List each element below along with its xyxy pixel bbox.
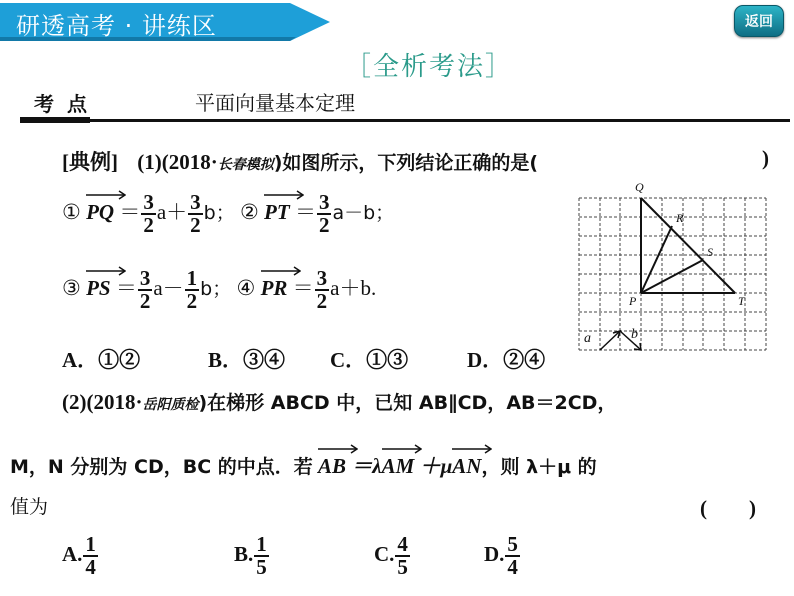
q1-close-paren: ): [762, 146, 769, 170]
q2-source: 岳阳质检: [142, 397, 199, 413]
q2-line-1: [62, 388, 616, 415]
stmt-1-eq: ＝: [119, 199, 141, 224]
q2-line-3: [10, 492, 48, 519]
stmt-4-tail: a＋b.: [330, 275, 377, 300]
stmt-4-circ: ④: [236, 275, 256, 300]
stmt-3-mid: a－: [153, 275, 184, 300]
stmt-1-tail: b；: [203, 201, 235, 224]
vector-arrow-icon: [86, 266, 126, 276]
stmt-3-eq: ＝: [115, 275, 137, 300]
q2-option-a[interactable]: A. $\frac{1}{4}$: [62, 532, 96, 579]
vector-b-label: b: [631, 327, 638, 342]
vector-arrow-icon: [264, 190, 304, 200]
point-q-label: Q: [635, 180, 644, 194]
stmt-1-mid: a＋: [156, 199, 188, 224]
q1-option-c[interactable]: C．①③: [330, 348, 409, 372]
stmt-2-circ: ②: [239, 199, 259, 224]
q2-line1-text: )在梯形 ABCD 中，已知 AB∥CD，AB＝2CD，: [198, 392, 617, 414]
stmt-3-circ: ③: [62, 275, 81, 300]
stmt-4-vector: PR: [261, 276, 288, 301]
q2-line2-b: ，则 λ＋μ 的: [481, 456, 597, 478]
vector-arrow-icon: [452, 444, 492, 454]
q2-option-d[interactable]: D. $\frac{5}{4}$: [484, 532, 518, 579]
q2-option-a-frac: $\frac{1}{4}$: [85, 532, 96, 579]
statements-row-2: [62, 268, 376, 312]
back-button-label: 返回: [745, 14, 773, 30]
section-tag: ［全析考法］: [345, 52, 514, 82]
topic-title: 平面向量基本定理: [195, 91, 355, 115]
q2-eq: ＝λ: [351, 454, 382, 478]
q1-option-a[interactable]: A．①②: [62, 348, 141, 372]
topic-divider: [20, 119, 790, 122]
example-line-1: [62, 146, 538, 176]
stmt-3-vector: PS: [86, 276, 111, 301]
q2-prefix: (2)(2018·: [62, 390, 143, 414]
vector-grid-figure: [578, 178, 774, 354]
q2-line3: 值为: [10, 496, 49, 518]
q2-option-d-frac: $\frac{5}{4}$: [507, 532, 518, 579]
q2-option-c[interactable]: C. $\frac{4}{5}$: [374, 532, 408, 579]
q1-source: 长春模拟: [217, 157, 274, 173]
stmt-3-frac-2: $\frac{1}{2}$: [186, 266, 198, 313]
back-button[interactable]: [734, 5, 784, 37]
vector-arrow-icon: [86, 190, 126, 200]
stmt-2-frac: $\frac{3}{2}$: [318, 190, 330, 237]
q2-option-b[interactable]: B. $\frac{1}{5}$: [234, 532, 267, 579]
grid-lines: [579, 198, 766, 350]
q1-prefix: (1)(2018·: [137, 150, 218, 174]
q2-plus: ＋μ: [419, 454, 453, 478]
q2-vector-am: AM: [382, 454, 415, 479]
q2-option-b-frac: $\frac{1}{5}$: [256, 532, 267, 579]
vector-arrow-icon: [382, 444, 422, 454]
stmt-1-circ: ①: [62, 199, 81, 224]
q2-vector-ab: AB: [318, 454, 346, 479]
vector-arrow-icon: [261, 266, 301, 276]
q2-line-2: [10, 450, 597, 480]
point-s-label: S: [707, 245, 713, 259]
triangle-lines: [641, 198, 735, 293]
stmt-2-vector: PT: [264, 200, 290, 225]
banner-title: 研透高考 · 讲练区: [16, 12, 217, 40]
example-tag: [典例]: [62, 150, 118, 174]
stmt-3-tail: b；: [200, 277, 232, 300]
q2-answer-paren: ( ): [700, 496, 756, 520]
topic-divider-accent: [20, 117, 90, 123]
stmt-4-eq: ＝: [292, 275, 314, 300]
stmt-1-vector: PQ: [86, 200, 114, 225]
q2-vector-an: AN: [452, 454, 481, 479]
stmt-1-frac-2: $\frac{3}{2}$: [190, 190, 201, 237]
topic-label: 考 点: [34, 92, 90, 116]
q2-line2-a: M，N 分别为 CD，BC 的中点．若: [10, 456, 313, 478]
stmt-2-tail: a－b；: [332, 201, 395, 224]
q2-option-c-frac: $\frac{4}{5}$: [397, 532, 408, 579]
q1-text: )如图所示，下列结论正确的是(: [273, 152, 539, 174]
stmt-4-frac: $\frac{3}{2}$: [316, 266, 328, 313]
vector-a-label: a: [584, 331, 591, 346]
q1-option-b[interactable]: B．③④: [208, 348, 286, 372]
vector-arrow-icon: [318, 444, 358, 454]
point-p-label: P: [629, 294, 637, 308]
stmt-1-frac-1: $\frac{3}{2}$: [143, 190, 154, 237]
stmt-2-eq: ＝: [294, 199, 316, 224]
point-t-label: T: [738, 294, 745, 308]
stmt-3-frac-1: $\frac{3}{2}$: [139, 266, 151, 313]
point-r-label: R: [676, 211, 684, 225]
q1-option-d[interactable]: D．②④: [467, 348, 546, 372]
statements-row-1: [62, 192, 394, 236]
